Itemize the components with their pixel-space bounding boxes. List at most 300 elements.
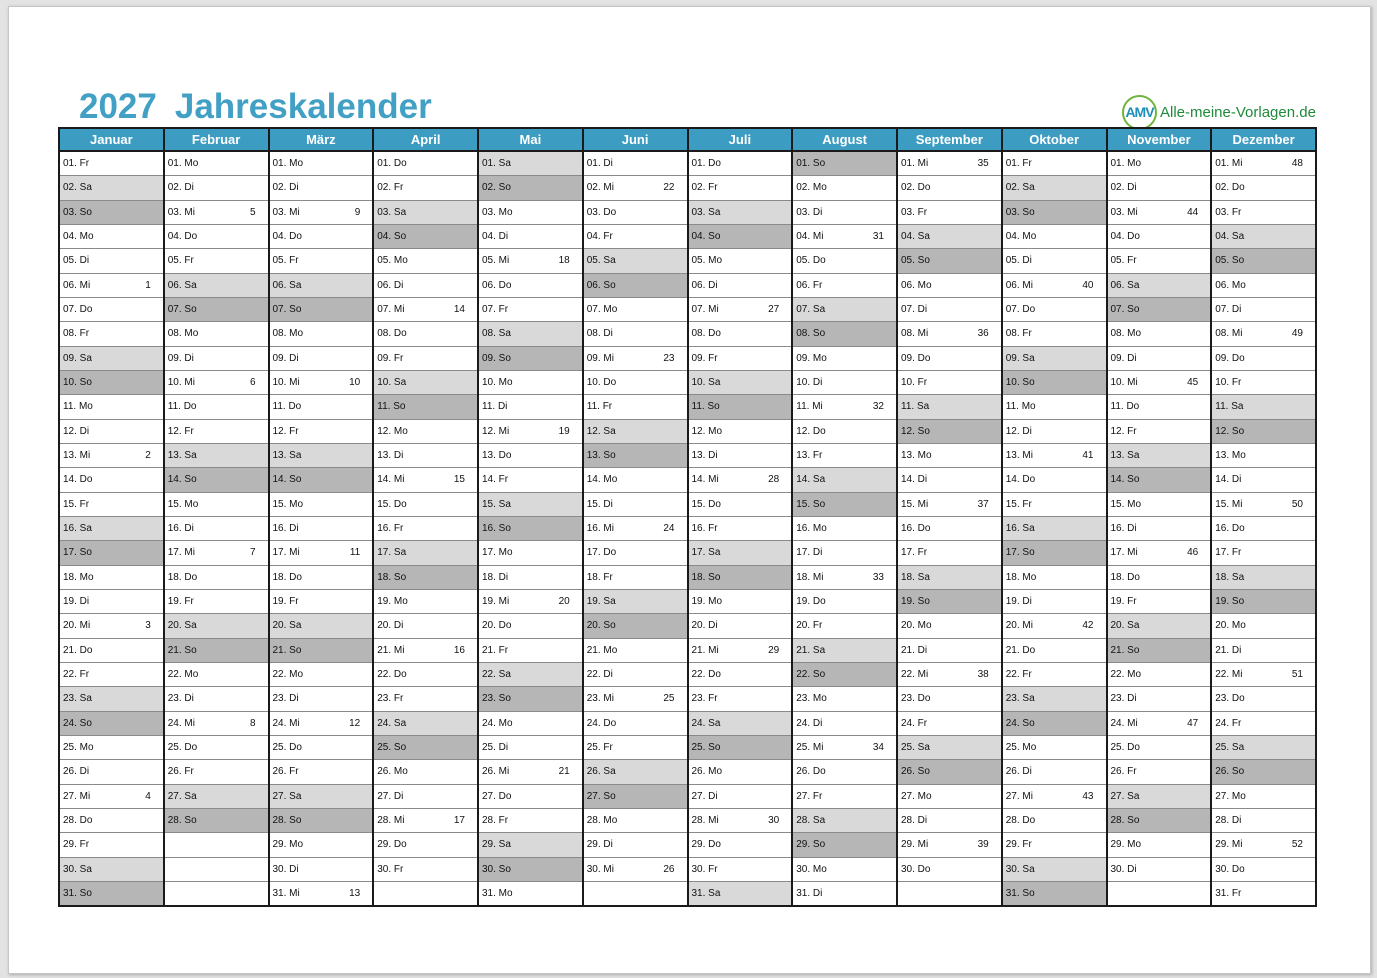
day-label: 31. Mo [482, 888, 513, 899]
week-number: 13 [349, 888, 361, 899]
day-label: 26. Mi [482, 766, 510, 778]
day-label: 23. Fr [691, 693, 718, 705]
day-cell [60, 468, 163, 492]
day-cell [1108, 760, 1211, 784]
day-cell [270, 249, 373, 273]
day-label: 30. Mi [586, 863, 614, 875]
day-label: 28. Mo [586, 815, 618, 827]
day-label: 28. Fr [482, 815, 509, 827]
day-cell [584, 541, 687, 565]
day-label: 12. Di [1005, 425, 1032, 437]
day-label: 21. So [167, 644, 197, 656]
day-cell [60, 152, 163, 176]
day-cell [1212, 274, 1315, 298]
day-cell [898, 566, 1001, 590]
day-label: 27. Fr [796, 790, 823, 802]
day-label: 08. Do [377, 328, 407, 340]
day-label: 10. Mi [167, 377, 195, 389]
day-cell [1212, 712, 1315, 736]
week-number: 11 [349, 547, 361, 559]
day-cell [374, 590, 477, 614]
day-cell [793, 517, 896, 541]
week-number: 45 [1187, 377, 1199, 389]
day-label: 13. Di [691, 450, 718, 462]
day-cell [898, 785, 1001, 809]
day-label: 18. Di [482, 571, 509, 583]
day-cell [374, 712, 477, 736]
day-cell [1003, 687, 1106, 711]
day-label: 16. Do [901, 523, 931, 535]
week-number: 32 [872, 401, 884, 413]
empty-day-cell [374, 882, 477, 905]
day-label: 05. Fr [1110, 255, 1137, 267]
day-cell [479, 736, 582, 760]
day-label: 09. Di [167, 352, 194, 364]
day-label: 21. So [1110, 644, 1140, 656]
day-label: 05. Fr [167, 255, 194, 267]
day-label: 02. Sa [1005, 182, 1035, 194]
day-cell [898, 322, 1001, 346]
day-label: 19. Di [1005, 596, 1032, 608]
day-cell [270, 395, 373, 419]
day-cell [898, 395, 1001, 419]
day-label: 26. Mo [377, 766, 408, 778]
day-cell [1108, 347, 1211, 371]
day-label: 08. Do [691, 328, 721, 340]
day-cell [793, 298, 896, 322]
week-number: 24 [663, 523, 675, 535]
day-label: 01. Di [586, 158, 613, 170]
day-cell [1108, 517, 1211, 541]
day-cell [1108, 225, 1211, 249]
day-cell [689, 347, 792, 371]
day-cell [479, 347, 582, 371]
day-label: 02. Mo [796, 182, 827, 194]
month-column [477, 129, 582, 905]
day-label: 24. Mi [272, 717, 300, 729]
day-cell [374, 663, 477, 687]
day-label: 16. Sa [1005, 523, 1035, 535]
day-label: 09. Sa [1005, 352, 1035, 364]
day-label: 04. Fr [586, 231, 613, 243]
day-label: 09. Mo [796, 352, 827, 364]
day-label: 31. So [63, 888, 92, 899]
day-label: 20. Mi [1005, 620, 1033, 632]
day-label: 03. Fr [1215, 206, 1242, 218]
day-cell [479, 858, 582, 882]
day-label: 31. Mi [272, 888, 300, 899]
day-cell [1003, 541, 1106, 565]
day-cell [1003, 468, 1106, 492]
day-cell [165, 152, 268, 176]
day-label: 23. Mi [586, 693, 614, 705]
day-label: 12. Fr [272, 425, 299, 437]
day-cell [898, 517, 1001, 541]
day-label: 03. So [1005, 206, 1035, 218]
day-cell [1212, 152, 1315, 176]
day-cell [793, 809, 896, 833]
day-label: 01. Do [691, 158, 721, 170]
day-cell [60, 249, 163, 273]
day-label: 08. Mi [901, 328, 929, 340]
day-cell [1212, 809, 1315, 833]
day-label: 01. Fr [1005, 158, 1032, 170]
day-label: 10. Fr [901, 377, 928, 389]
day-cell [165, 736, 268, 760]
day-label: 06. Fr [796, 279, 823, 291]
day-label: 26. So [901, 766, 930, 778]
day-cell [1003, 371, 1106, 395]
day-label: 10. Sa [691, 377, 721, 389]
title-year: 2027 [79, 87, 157, 126]
day-cell [270, 687, 373, 711]
day-cell [374, 760, 477, 784]
week-number: 40 [1082, 279, 1094, 291]
day-label: 14. Mo [586, 474, 618, 486]
day-cell [1212, 176, 1315, 200]
day-label: 04. Do [1110, 231, 1140, 243]
day-cell [479, 614, 582, 638]
day-label: 14. So [167, 474, 197, 486]
day-cell [793, 833, 896, 857]
day-label: 25. Mo [63, 742, 94, 754]
day-label: 06. Sa [167, 279, 197, 291]
day-cell [793, 444, 896, 468]
day-label: 07. Fr [482, 304, 509, 316]
day-label: 14. Mi [691, 474, 719, 486]
day-label: 22. Mi [1215, 669, 1243, 681]
day-label: 14. So [272, 474, 302, 486]
day-cell [689, 833, 792, 857]
day-label: 21. Mo [586, 644, 618, 656]
day-label: 23. Mo [796, 693, 827, 705]
day-cell [1108, 274, 1211, 298]
day-cell [270, 493, 373, 517]
day-cell [1212, 541, 1315, 565]
day-cell [898, 201, 1001, 225]
day-label: 19. Fr [167, 596, 194, 608]
day-label: 07. Di [901, 304, 928, 316]
day-cell [1108, 614, 1211, 638]
day-label: 09. Mi [586, 352, 614, 364]
week-number: 5 [249, 206, 256, 218]
day-cell [898, 493, 1001, 517]
day-label: 28. Sa [796, 815, 826, 827]
day-cell [374, 809, 477, 833]
week-number: 14 [453, 304, 465, 316]
day-label: 07. Do [1005, 304, 1036, 316]
day-cell [479, 590, 582, 614]
day-label: 19. Fr [272, 596, 299, 608]
day-label: 08. So [796, 328, 826, 340]
day-cell [270, 201, 373, 225]
day-label: 23. So [482, 693, 511, 705]
day-label: 31. So [1005, 888, 1035, 899]
day-label: 23. Di [1110, 693, 1137, 705]
day-label: 13. Sa [272, 450, 302, 462]
year-calendar-grid [58, 127, 1317, 907]
week-number: 23 [663, 352, 675, 364]
day-label: 02. Di [272, 182, 299, 194]
day-label: 22. Mo [272, 669, 304, 681]
day-label: 19. Fr [1110, 596, 1137, 608]
day-label: 11. Do [272, 401, 302, 413]
logo-text: Alle-meine-Vorlagen.de [1160, 103, 1316, 121]
day-label: 01. Mo [1110, 158, 1142, 170]
day-label: 20. Di [691, 620, 718, 632]
month-header: Juni [584, 129, 687, 152]
day-cell [898, 687, 1001, 711]
day-cell [60, 687, 163, 711]
week-number: 52 [1291, 839, 1303, 851]
month-column [791, 129, 896, 905]
day-cell [165, 590, 268, 614]
day-label: 11. Do [1110, 401, 1140, 413]
day-label: 17. Fr [901, 547, 928, 559]
day-label: 28. So [1110, 815, 1140, 827]
day-label: 15. Mo [1110, 498, 1142, 510]
day-cell [898, 371, 1001, 395]
day-label: 07. Mo [586, 304, 618, 316]
day-cell [270, 614, 373, 638]
day-cell [689, 225, 792, 249]
day-cell [60, 225, 163, 249]
day-label: 30. So [482, 863, 511, 875]
day-cell [270, 420, 373, 444]
day-label: 30. Di [1110, 863, 1137, 875]
day-label: 03. Mo [482, 206, 513, 218]
day-cell [60, 663, 163, 687]
day-label: 24. Fr [1215, 717, 1242, 729]
day-cell [1212, 736, 1315, 760]
day-cell [689, 858, 792, 882]
day-label: 24. So [1005, 717, 1035, 729]
day-cell [898, 809, 1001, 833]
month-column [582, 129, 687, 905]
day-cell [1212, 468, 1315, 492]
day-label: 13. Mo [901, 450, 932, 462]
day-cell [60, 395, 163, 419]
week-number: 18 [558, 255, 570, 267]
month-column [268, 129, 373, 905]
day-cell [793, 858, 896, 882]
day-label: 27. Mo [901, 790, 932, 802]
day-label: 22. Do [377, 669, 407, 681]
day-cell [60, 322, 163, 346]
day-label: 06. Di [377, 279, 404, 291]
day-label: 22. Do [691, 669, 721, 681]
day-label: 06. Sa [1110, 279, 1140, 291]
week-number: 42 [1082, 620, 1094, 632]
day-cell [898, 858, 1001, 882]
day-cell [1003, 152, 1106, 176]
day-cell [1108, 371, 1211, 395]
week-number: 47 [1187, 717, 1199, 729]
day-cell [898, 420, 1001, 444]
day-label: 17. Mi [272, 547, 300, 559]
day-label: 20. Sa [167, 620, 197, 632]
day-cell [270, 590, 373, 614]
day-label: 14. Di [1215, 474, 1242, 486]
month-header: Januar [60, 129, 163, 152]
day-cell [689, 517, 792, 541]
day-label: 18. Mi [796, 571, 824, 583]
week-number: 16 [453, 644, 465, 656]
day-cell [60, 274, 163, 298]
day-cell [898, 152, 1001, 176]
day-label: 17. So [1005, 547, 1035, 559]
month-column [163, 129, 268, 905]
day-cell [584, 225, 687, 249]
day-label: 08. Mi [1215, 328, 1243, 340]
day-label: 07. Mi [377, 304, 405, 316]
day-cell [270, 858, 373, 882]
day-cell [584, 760, 687, 784]
day-cell [689, 395, 792, 419]
day-cell [165, 639, 268, 663]
day-cell [689, 249, 792, 273]
day-cell [479, 833, 582, 857]
day-cell [165, 687, 268, 711]
day-cell [584, 201, 687, 225]
day-cell [584, 274, 687, 298]
day-label: 03. Mi [1110, 206, 1138, 218]
day-label: 26. Do [796, 766, 826, 778]
day-cell [1212, 298, 1315, 322]
day-cell [60, 347, 163, 371]
day-cell [1212, 590, 1315, 614]
day-label: 30. Fr [377, 863, 404, 875]
day-cell [479, 274, 582, 298]
day-cell [60, 566, 163, 590]
day-label: 06. Sa [272, 279, 302, 291]
day-cell [165, 371, 268, 395]
day-cell [479, 420, 582, 444]
day-cell [165, 274, 268, 298]
day-cell [1212, 395, 1315, 419]
day-cell [793, 590, 896, 614]
week-number: 27 [768, 304, 780, 316]
day-label: 21. Do [63, 644, 93, 656]
day-cell [1003, 249, 1106, 273]
day-label: 08. Di [586, 328, 613, 340]
day-cell [898, 274, 1001, 298]
day-label: 21. Mi [377, 644, 405, 656]
day-label: 18. Do [272, 571, 302, 583]
day-label: 01. Mo [272, 158, 304, 170]
day-label: 29. Mo [1110, 839, 1142, 851]
day-label: 13. Mo [1215, 450, 1246, 462]
day-cell [479, 395, 582, 419]
day-label: 11. Mo [63, 401, 93, 413]
day-label: 13. Mi [63, 450, 91, 462]
day-label: 16. Mi [586, 523, 614, 535]
day-label: 16. Fr [691, 523, 718, 535]
day-cell [584, 687, 687, 711]
day-label: 23. Di [272, 693, 299, 705]
week-number: 4 [145, 790, 151, 802]
day-label: 29. Mi [901, 839, 929, 851]
day-cell [479, 541, 582, 565]
day-cell [1003, 785, 1106, 809]
day-label: 06. So [586, 279, 616, 291]
day-cell [689, 566, 792, 590]
day-cell [898, 760, 1001, 784]
day-cell [898, 614, 1001, 638]
day-label: 27. Di [691, 790, 718, 802]
day-cell [793, 712, 896, 736]
day-cell [374, 225, 477, 249]
day-cell [60, 785, 163, 809]
day-cell [689, 639, 792, 663]
day-cell [1212, 249, 1315, 273]
day-label: 08. Fr [63, 328, 90, 340]
day-label: 10. Di [796, 377, 823, 389]
day-label: 05. So [1215, 255, 1245, 267]
week-number: 20 [558, 596, 570, 608]
day-cell [479, 712, 582, 736]
day-cell [270, 225, 373, 249]
day-cell [793, 639, 896, 663]
day-cell [1003, 225, 1106, 249]
day-label: 22. Mo [1110, 669, 1142, 681]
week-number: 28 [768, 474, 780, 486]
week-number: 2 [145, 450, 151, 462]
day-label: 22. Mi [901, 669, 929, 681]
day-cell [270, 809, 373, 833]
day-cell [270, 322, 373, 346]
day-cell [479, 663, 582, 687]
day-label: 15. Fr [63, 498, 90, 510]
day-cell [479, 444, 582, 468]
month-column [896, 129, 1001, 905]
day-label: 03. Di [796, 206, 823, 218]
day-label: 09. Do [1215, 352, 1245, 364]
day-label: 04. So [377, 231, 407, 243]
day-cell [479, 201, 582, 225]
day-label: 11. Fr [586, 401, 613, 413]
day-label: 06. Di [691, 279, 718, 291]
day-cell [584, 639, 687, 663]
week-number: 35 [977, 158, 989, 170]
day-label: 04. Di [482, 231, 509, 243]
day-cell [584, 809, 687, 833]
week-number: 33 [872, 571, 884, 583]
day-cell [270, 566, 373, 590]
day-label: 19. Do [796, 596, 826, 608]
day-cell [689, 760, 792, 784]
day-cell [165, 322, 268, 346]
day-label: 10. Fr [1215, 377, 1242, 389]
day-cell [1212, 785, 1315, 809]
day-label: 11. Sa [1215, 401, 1244, 413]
day-label: 21. So [272, 644, 302, 656]
month-header: Dezember [1212, 129, 1315, 152]
day-cell [165, 517, 268, 541]
day-label: 07. Sa [796, 304, 826, 316]
day-label: 05. Di [1005, 255, 1032, 267]
day-cell [793, 395, 896, 419]
day-label: 03. Fr [901, 206, 928, 218]
day-label: 14. Do [1005, 474, 1036, 486]
day-cell [689, 322, 792, 346]
day-cell [374, 347, 477, 371]
day-label: 07. Mi [691, 304, 719, 316]
day-label: 09. Do [901, 352, 931, 364]
month-header: Oktober [1003, 129, 1106, 152]
day-cell [689, 712, 792, 736]
day-label: 15. Sa [482, 498, 511, 510]
